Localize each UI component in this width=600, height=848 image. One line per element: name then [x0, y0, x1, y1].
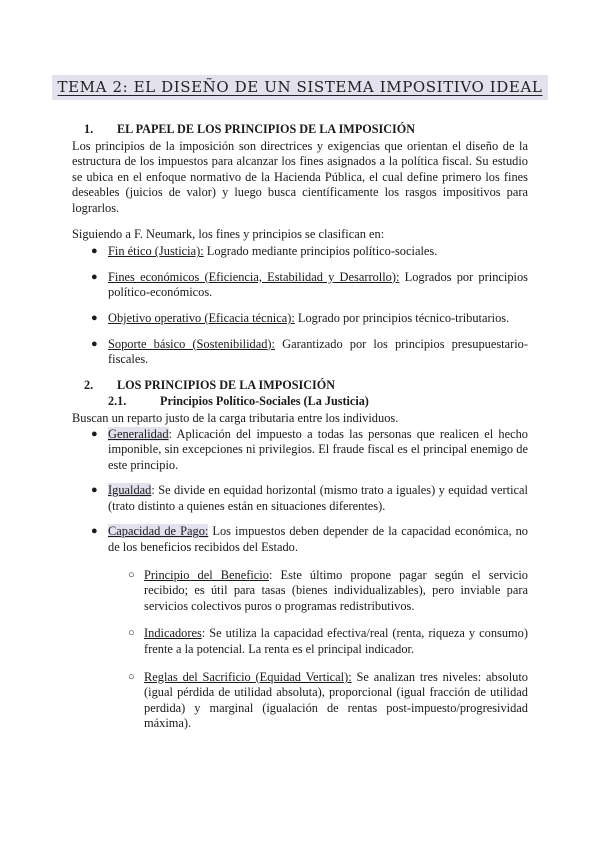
sublist-item	[72, 568, 528, 615]
list-item-text: : Se divide en equidad horizontal (mismo trato a iguales) y equidad vertical (trato distinto a quienes están en situaciones diferentes).	[108, 483, 528, 513]
section-2-list	[72, 427, 528, 733]
section-1-title: EL PAPEL DE LOS PRINCIPIOS DE LA IMPOSICIÓN	[117, 122, 416, 136]
circle-bullet-icon: ○	[128, 670, 135, 683]
section-2-intro: Buscan un reparto justo de la carga tributaria entre los individuos.	[72, 410, 399, 425]
list-item-term: Objetivo operativo (Eficacia técnica):	[108, 310, 295, 325]
section-2-number: 2.	[84, 377, 94, 392]
list-item	[72, 427, 528, 474]
sublist-item-text: : Este último propone pagar según el servicio recibido; es útil para tasas (bienes individualizables), pero inviable para servicios colectivos puros o programas redistributivos.	[144, 567, 528, 613]
circle-bullet-icon: ○	[128, 568, 135, 581]
sublist-item	[72, 626, 528, 657]
bullet-icon: ●	[91, 337, 98, 350]
circle-bullet-icon: ○	[128, 627, 135, 640]
list-item-text: Logrado mediante principios político-sociales.	[203, 244, 438, 259]
page-title: TEMA 2: EL DISEÑO DE UN SISTEMA IMPOSITIVO IDEAL	[52, 75, 549, 100]
section-1-list	[72, 244, 528, 368]
bullet-icon: ●	[91, 270, 98, 283]
list-item-text: Los impuestos deben depender de la capacidad económica, no de los beneficios recibidos del Estado.	[108, 524, 528, 555]
subsection-2-1-title: Principios Político-Sociales (La Justicia)	[160, 394, 369, 409]
list-item-text: : Aplicación del impuesto a todas las personas que realicen el hecho imponible, sin excepciones ni privilegios. El fraude fiscal es el principal enemigo de este principio.	[108, 426, 528, 472]
section-2-heading	[72, 378, 528, 394]
bullet-icon: ●	[91, 525, 98, 538]
bullet-icon: ●	[91, 245, 98, 258]
list-item-text: Logrados por principios político-económicos.	[108, 269, 528, 300]
list-item	[72, 311, 528, 327]
document-body	[72, 122, 528, 744]
bullet-icon: ●	[91, 484, 98, 497]
list-item	[72, 337, 528, 368]
list-item-term: Igualdad	[108, 483, 152, 498]
sublist-item-term: Indicadores	[144, 626, 202, 641]
section-2-title: LOS PRINCIPIOS DE LA IMPOSICIÓN	[117, 377, 336, 392]
section-1-number: 1.	[84, 122, 94, 136]
list-item-term: Fin ético (Justicia):	[108, 244, 204, 259]
list-item-text: Logrado por principios técnico-tributarios.	[294, 310, 510, 325]
list-item	[72, 483, 528, 514]
sublist-item-term: Reglas del Sacrificio (Equidad Vertical):	[144, 669, 352, 684]
sublist-item	[72, 670, 528, 732]
section-1-intro: Siguiendo a F. Neumark, los fines y principios se clasifican en:	[72, 226, 385, 241]
list-item	[72, 524, 528, 732]
list-item-term: Capacidad de Pago:	[108, 524, 209, 539]
title-wrap	[0, 75, 600, 100]
list-item-term: Fines económicos (Eficiencia, Estabilidad y Desarrollo):	[108, 269, 400, 284]
bullet-icon: ●	[91, 311, 98, 324]
list-item	[72, 244, 528, 260]
bullet-icon: ●	[91, 427, 98, 440]
subsection-2-1-heading	[72, 394, 528, 410]
list-item-text: Garantizado por los principios presupuestario-fiscales.	[108, 336, 528, 367]
list-item-term: Soporte básico (Sostenibilidad):	[108, 336, 276, 351]
list-item	[72, 270, 528, 301]
section-1-paragraph: Los principios de la imposición son directrices y exigencias que orientan el diseño de la estructura de los impuestos para alcanzar los fines asignados a la política fiscal. Su estudio se ubica en el enfoque normativo de la Hacienda Pública, el cual define primero los fines deseables (juicios de valor) y luego busca científicamente los rasgos impositivos para lograrlos.	[72, 138, 528, 215]
capacity-sublist	[72, 568, 528, 732]
sublist-item-term: Principio del Beneficio	[144, 567, 269, 582]
section-1-heading	[72, 122, 528, 138]
sublist-item-text: Se analizan tres niveles: absoluto (igual pérdida de utilidad absoluta), proporcional (igual fracción de utilidad perdida) y marginal (igualación de rentas post-impuesto/progresividad máxima).	[144, 669, 528, 731]
subsection-2-1-number: 2.1.	[108, 394, 127, 409]
sublist-item-text: : Se utiliza la capacidad efectiva/real (renta, riqueza y consumo) frente a la potencial. La renta es el principal indicador.	[144, 626, 528, 657]
list-item-term: Generalidad	[108, 426, 169, 441]
